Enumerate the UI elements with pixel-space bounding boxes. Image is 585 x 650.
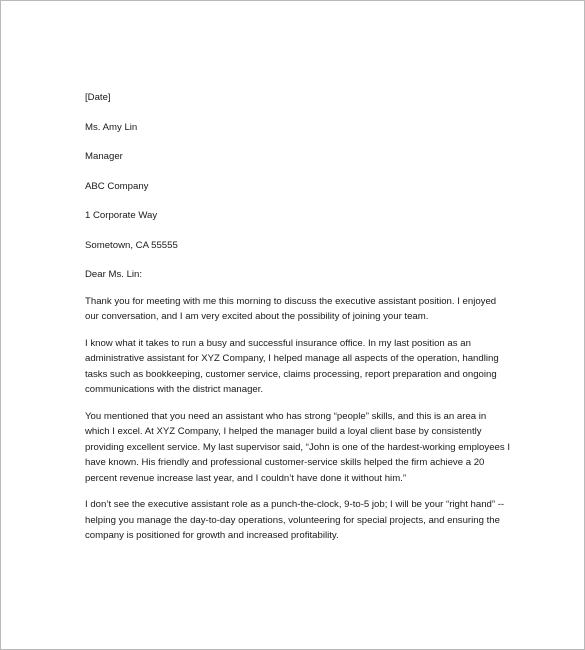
recipient-company: ABC Company: [85, 180, 149, 192]
paragraph-line: which I excel. At XYZ Company, I helped the manager build a loyal client base by consistently: [85, 426, 482, 437]
paragraph-line: percent revenue increase last year, and I couldn’t have done it without him.”: [85, 472, 407, 484]
paragraph-line: helping you manage the day-to-day operations, volunteering for special projects, and ensuring the: [85, 514, 500, 526]
paragraph-closing: [85, 497, 525, 544]
salutation: Dear Ms. Lin:: [85, 269, 143, 280]
paragraph-thanks: [85, 294, 525, 325]
paragraph-people-skills: [85, 409, 525, 487]
paragraph-line: providing excellent service. My last supervisor said, “John is one of the hardest-working employees I: [85, 441, 510, 453]
paragraph-line: company is positioned for growth and increased profitability.: [85, 530, 339, 541]
recipient-street: 1 Corporate Way: [85, 210, 158, 221]
paragraph-line: communications with the district manager.: [85, 384, 264, 395]
recipient-name: Ms. Amy Lin: [85, 121, 138, 133]
paragraph-line: have known. His friendly and professional customer-service skills helped the firm achieve a 20: [85, 457, 485, 468]
recipient-title: Manager: [85, 151, 123, 162]
paragraph-experience: [85, 336, 525, 398]
paragraph-line: tasks such as bookkeeping, customer service, claims processing, report preparation and ongoing: [85, 368, 497, 380]
paragraph-line: administrative assistant for XYZ Company, I helped manage all aspects of the operation, handling: [85, 353, 499, 364]
paragraph-line: You mentioned that you need an assistant who has strong “people” skills, and this is an area in: [85, 410, 487, 422]
paragraph-line: our conversation, and I am very excited about the possibility of joining your team.: [85, 311, 429, 322]
paragraph-line: I know what it takes to run a busy and successful insurance office. In my last position as an: [85, 337, 471, 349]
recipient-city: Sometown, CA 55555: [85, 239, 178, 251]
date-line: [Date]: [85, 92, 111, 103]
letter-body: [85, 90, 525, 555]
paragraph-line: Thank you for meeting with me this morning to discuss the executive assistant position. I enjoyed: [85, 295, 497, 307]
paragraph-line: I don’t see the executive assistant role as a punch-the-clock, 9-to-5 job; I will be your “right hand” --: [85, 499, 505, 510]
